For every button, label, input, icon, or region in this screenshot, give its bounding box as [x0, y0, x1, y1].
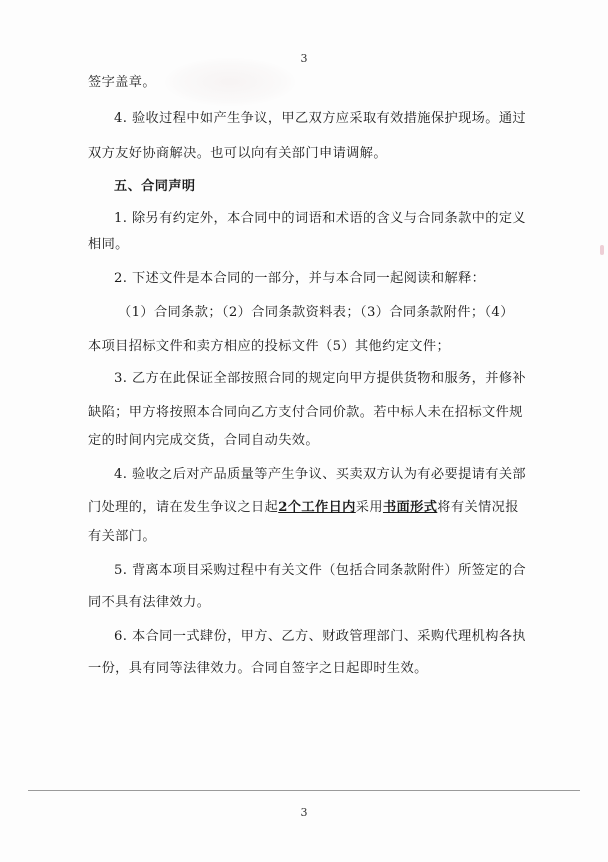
- text-line-with-emphasis: [88, 499, 519, 517]
- text-line: 2. 下述文件是本合同的一部分，并与本合同一起阅读和解释：: [114, 271, 486, 286]
- footer-divider: [28, 790, 580, 791]
- text-line: 同不具有法律效力。: [88, 595, 211, 610]
- text-run: 门处理的，请在发生争议之日起: [88, 500, 279, 515]
- faded-stamp-mark: [165, 58, 295, 106]
- text-line: 4. 验收过程中如产生争议，甲乙双方应采取有效措施保护现场。通过: [114, 111, 527, 126]
- text-line: 双方友好协商解决。也可以向有关部门申请调解。: [88, 146, 387, 161]
- text-line: 有关部门。: [88, 529, 156, 544]
- text-line: 签字盖章。: [88, 75, 156, 90]
- text-line: 相同。: [88, 237, 129, 252]
- text-line: 4. 验收之后对产品质量等产生争议、买卖双方认为有必要提请有关部: [114, 467, 527, 482]
- text-line: 缺陷；甲方将按照本合同向乙方支付合同价款。若中标人未在招标文件规: [88, 405, 523, 420]
- emphasized-deadline: 2个工作日内: [278, 500, 356, 515]
- page-number-bottom: 3: [300, 806, 308, 819]
- emphasized-form: 书面形式: [382, 500, 438, 515]
- text-line: 一份，具有同等法律效力。合同自签字之日起即时生效。: [88, 661, 428, 676]
- text-run: 采用: [355, 500, 383, 515]
- edge-mark: [600, 245, 604, 255]
- text-line: 本项目招标文件和卖方相应的投标文件（5）其他约定文件；: [88, 339, 451, 354]
- page-number-top: 3: [300, 52, 308, 65]
- text-line: 3. 乙方在此保证全部按照合同的规定向甲方提供货物和服务，并修补: [114, 371, 527, 386]
- text-run: 将有关情况报: [437, 500, 519, 515]
- section-heading: 五、合同声明: [114, 179, 196, 194]
- text-line: 1. 除另有约定外，本合同中的词语和术语的含义与合同条款中的定义: [114, 211, 527, 226]
- text-line: （1）合同条款；（2）合同条款资料表；（3）合同条款附件；（4）: [118, 305, 514, 320]
- text-line: 5. 背离本项目采购过程中有关文件（包括合同条款附件）所签定的合: [114, 563, 527, 578]
- text-line: 6. 本合同一式肆份，甲方、乙方、财政管理部门、采购代理机构各执: [114, 629, 527, 644]
- text-line: 定的时间内完成交货，合同自动失效。: [88, 433, 319, 448]
